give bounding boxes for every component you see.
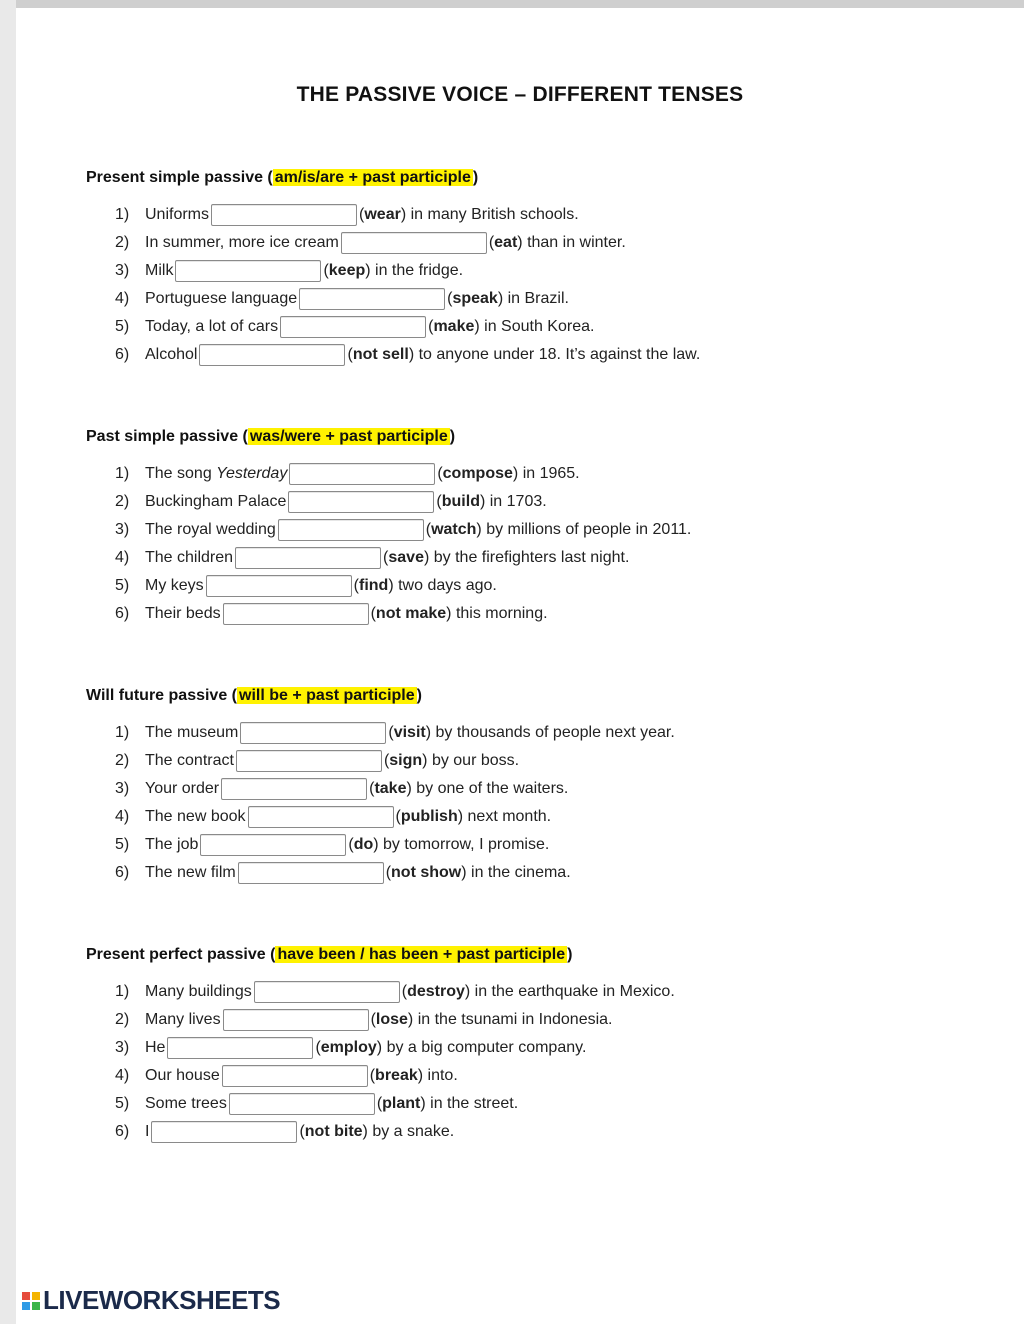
verb-hint: not make [375, 605, 447, 622]
exercise-item: 4) The children (save) by the firefighters last night. [86, 544, 986, 572]
answer-input[interactable] [254, 981, 400, 1003]
item-number: 6) [115, 864, 130, 881]
exercise-item: 4) The new book (publish) next month. [86, 803, 986, 831]
item-rest: in the fridge. [375, 262, 464, 279]
verb-hint: eat [494, 234, 518, 251]
item-subject: The song [145, 465, 212, 482]
liveworksheets-logo[interactable] [22, 1285, 280, 1316]
section-heading: Will future passive ( will be + past participle ) [86, 687, 422, 704]
formula-highlight: was/were + past participle [249, 428, 448, 445]
answer-input[interactable] [280, 316, 426, 338]
section-heading-text: Present perfect passive [86, 946, 266, 963]
answer-input[interactable] [229, 1093, 375, 1115]
item-number: 3) [115, 1039, 130, 1056]
verb-hint: break [375, 1067, 418, 1084]
verb-hint: make [433, 318, 475, 335]
item-subject: Milk [145, 262, 174, 279]
answer-input[interactable] [248, 806, 394, 828]
item-subject: I [145, 1123, 150, 1140]
item-rest: in Brazil. [507, 290, 569, 307]
verb-hint: not show [391, 864, 462, 881]
item-number: 5) [115, 318, 130, 335]
item-rest: in 1965. [522, 465, 580, 482]
item-number: 5) [115, 1095, 130, 1112]
answer-input[interactable] [299, 288, 445, 310]
answer-input[interactable] [223, 1009, 369, 1031]
answer-input[interactable] [235, 547, 381, 569]
verb-hint: keep [328, 262, 366, 279]
exercise-item: 3) Your order (take) by one of the waiters. [86, 775, 986, 803]
section-heading: Present simple passive ( am/is/are + past participle ) [86, 169, 479, 186]
answer-input[interactable] [199, 344, 345, 366]
logo-text: LIVEWORKSHEETS [43, 1285, 281, 1315]
item-subject: The children [145, 549, 234, 566]
verb-hint: take [374, 780, 407, 797]
item-number: 5) [115, 836, 130, 853]
item-rest: into. [427, 1067, 458, 1084]
section-heading-text: Present simple passive [86, 169, 263, 186]
verb-hint: lose [375, 1011, 408, 1028]
answer-input[interactable] [341, 232, 487, 254]
item-rest: this morning. [455, 605, 548, 622]
answer-input[interactable] [289, 463, 435, 485]
item-rest: by millions of people in 2011. [486, 521, 692, 538]
item-number: 2) [115, 493, 130, 510]
exercise-item: 1) The song Yesterday (compose) in 1965. [86, 460, 986, 488]
item-subject: Many buildings [145, 983, 252, 1000]
exercise-item: 6) Alcohol (not sell) to anyone under 18. It’s against the law. [86, 341, 986, 369]
item-rest: in 1703. [489, 493, 547, 510]
answer-input[interactable] [175, 260, 321, 282]
exercise-item: 5) The job (do) by tomorrow, I promise. [86, 831, 986, 859]
item-rest: two days ago. [398, 577, 497, 594]
answer-input[interactable] [200, 834, 346, 856]
verb-hint: not bite [304, 1123, 363, 1140]
left-edge-bar [0, 0, 16, 1324]
page-title: THE PASSIVE VOICE – DIFFERENT TENSES [296, 83, 744, 106]
item-rest: by a snake. [372, 1123, 455, 1140]
verb-hint: sign [389, 752, 423, 769]
exercise-section [86, 424, 986, 628]
item-rest: by the firefighters last night. [433, 549, 630, 566]
exercise-item: 6) I (not bite) by a snake. [86, 1118, 986, 1146]
section-heading: Present perfect passive ( have been / has been + past participle ) [86, 946, 573, 963]
section-heading: Past simple passive ( was/were + past participle ) [86, 428, 456, 445]
verb-hint: employ [320, 1039, 377, 1056]
answer-input[interactable] [236, 750, 382, 772]
liveworksheets-logo-icon [22, 1292, 40, 1310]
item-rest: by a big computer company. [386, 1039, 587, 1056]
item-number: 2) [115, 752, 130, 769]
verb-hint: not sell [352, 346, 409, 363]
item-subject: My keys [145, 577, 204, 594]
exercise-item: 5) Today, a lot of cars (make) in South Korea. [86, 313, 986, 341]
item-number: 4) [115, 290, 130, 307]
answer-input[interactable] [240, 722, 386, 744]
exercise-section [86, 683, 986, 887]
item-rest: next month. [467, 808, 552, 825]
item-subject: Some trees [145, 1095, 227, 1112]
item-rest: in the tsunami in Indonesia. [417, 1011, 613, 1028]
item-subject: Their beds [145, 605, 221, 622]
answer-input[interactable] [167, 1037, 313, 1059]
verb-hint: build [441, 493, 480, 510]
exercise-item: 5) My keys (find) two days ago. [86, 572, 986, 600]
item-subject: The new film [145, 864, 236, 881]
exercise-item: 2) Buckingham Palace (build) in 1703. [86, 488, 986, 516]
exercise-item: 1) Many buildings (destroy) in the earthquake in Mexico. [86, 978, 986, 1006]
verb-hint: visit [393, 724, 426, 741]
exercise-item: 6) The new film (not show) in the cinema. [86, 859, 986, 887]
item-subject: Many lives [145, 1011, 221, 1028]
item-subject: The new book [145, 808, 246, 825]
verb-hint: publish [400, 808, 458, 825]
item-rest: by one of the waiters. [416, 780, 569, 797]
item-number: 1) [115, 724, 130, 741]
item-number: 4) [115, 808, 130, 825]
item-rest: in many British schools. [410, 206, 579, 223]
item-number: 3) [115, 521, 130, 538]
exercise-item: 3) He (employ) by a big computer company. [86, 1034, 986, 1062]
item-number: 2) [115, 234, 130, 251]
verb-hint: find [359, 577, 389, 594]
item-subject: The contract [145, 752, 234, 769]
verb-hint: do [353, 836, 374, 853]
item-subject: The museum [145, 724, 239, 741]
exercise-section [86, 165, 986, 369]
exercise-item: 4) Our house (break) into. [86, 1062, 986, 1090]
item-number: 1) [115, 983, 130, 1000]
formula-highlight: have been / has been + past participle [277, 946, 566, 963]
item-number: 3) [115, 780, 130, 797]
item-subject: He [145, 1039, 166, 1056]
verb-hint: destroy [407, 983, 465, 1000]
exercise-list [86, 460, 986, 628]
item-subject: Your order [145, 780, 220, 797]
item-number: 6) [115, 605, 130, 622]
item-number: 3) [115, 262, 130, 279]
answer-input[interactable] [151, 1121, 297, 1143]
verb-hint: wear [364, 206, 401, 223]
item-number: 1) [115, 206, 130, 223]
answer-input[interactable] [211, 204, 357, 226]
exercise-item: 3) Milk (keep) in the fridge. [86, 257, 986, 285]
top-edge-bar [0, 0, 1024, 8]
exercise-item: 1) Uniforms (wear) in many British schools. [86, 201, 986, 229]
item-number: 1) [115, 465, 130, 482]
section-heading-text: Past simple passive [86, 428, 239, 445]
item-number: 4) [115, 1067, 130, 1084]
item-subject: Buckingham Palace [145, 493, 287, 510]
item-rest: in the cinema. [471, 864, 571, 881]
verb-hint: speak [452, 290, 498, 307]
answer-input[interactable] [278, 519, 424, 541]
answer-input[interactable] [238, 862, 384, 884]
exercise-item: 5) Some trees (plant) in the street. [86, 1090, 986, 1118]
item-rest: by tomorrow, I promise. [383, 836, 550, 853]
item-rest: in the earthquake in Mexico. [474, 983, 675, 1000]
exercise-list [86, 201, 986, 369]
exercise-item: 2) The contract (sign) by our boss. [86, 747, 986, 775]
item-number: 6) [115, 1123, 130, 1140]
answer-input[interactable] [206, 575, 352, 597]
item-subject-title: Yesterday [216, 465, 288, 482]
item-subject: Uniforms [145, 206, 210, 223]
section-heading-text: Will future passive [86, 687, 228, 704]
exercise-list [86, 978, 986, 1146]
item-subject: Today, a lot of cars [145, 318, 279, 335]
answer-input[interactable] [288, 491, 434, 513]
verb-hint: save [388, 549, 424, 566]
item-rest: in South Korea. [484, 318, 595, 335]
exercise-item: 1) The museum (visit) by thousands of people next year. [86, 719, 986, 747]
item-subject: Alcohol [145, 346, 198, 363]
verb-hint: plant [382, 1095, 421, 1112]
verb-hint: watch [431, 521, 477, 538]
item-number: 4) [115, 549, 130, 566]
item-number: 5) [115, 577, 130, 594]
exercise-item: 6) Their beds (not make) this morning. [86, 600, 986, 628]
answer-input[interactable] [221, 778, 367, 800]
item-number: 2) [115, 1011, 130, 1028]
item-subject: Our house [145, 1067, 220, 1084]
exercise-item: 4) Portuguese language (speak) in Brazil. [86, 285, 986, 313]
answer-input[interactable] [223, 603, 369, 625]
formula-highlight: will be + past participle [239, 687, 415, 704]
exercise-section [86, 942, 986, 1146]
exercise-list [86, 719, 986, 887]
formula-highlight: am/is/are + past participle [274, 169, 471, 186]
item-subject: The job [145, 836, 199, 853]
item-rest: in the street. [430, 1095, 519, 1112]
exercise-item: 2) Many lives (lose) in the tsunami in Indonesia. [86, 1006, 986, 1034]
exercise-item: 2) In summer, more ice cream (eat) than in winter. [86, 229, 986, 257]
answer-input[interactable] [222, 1065, 368, 1087]
item-subject: Portuguese language [145, 290, 298, 307]
item-rest: by thousands of people next year. [435, 724, 675, 741]
verb-hint: compose [442, 465, 513, 482]
item-rest: to anyone under 18. It’s against the law. [418, 346, 701, 363]
item-subject: The royal wedding [145, 521, 276, 538]
item-number: 6) [115, 346, 130, 363]
item-rest: than in winter. [527, 234, 626, 251]
item-rest: by our boss. [431, 752, 520, 769]
item-subject: In summer, more ice cream [145, 234, 339, 251]
exercise-item: 3) The royal wedding (watch) by millions of people in 2011. [86, 516, 986, 544]
